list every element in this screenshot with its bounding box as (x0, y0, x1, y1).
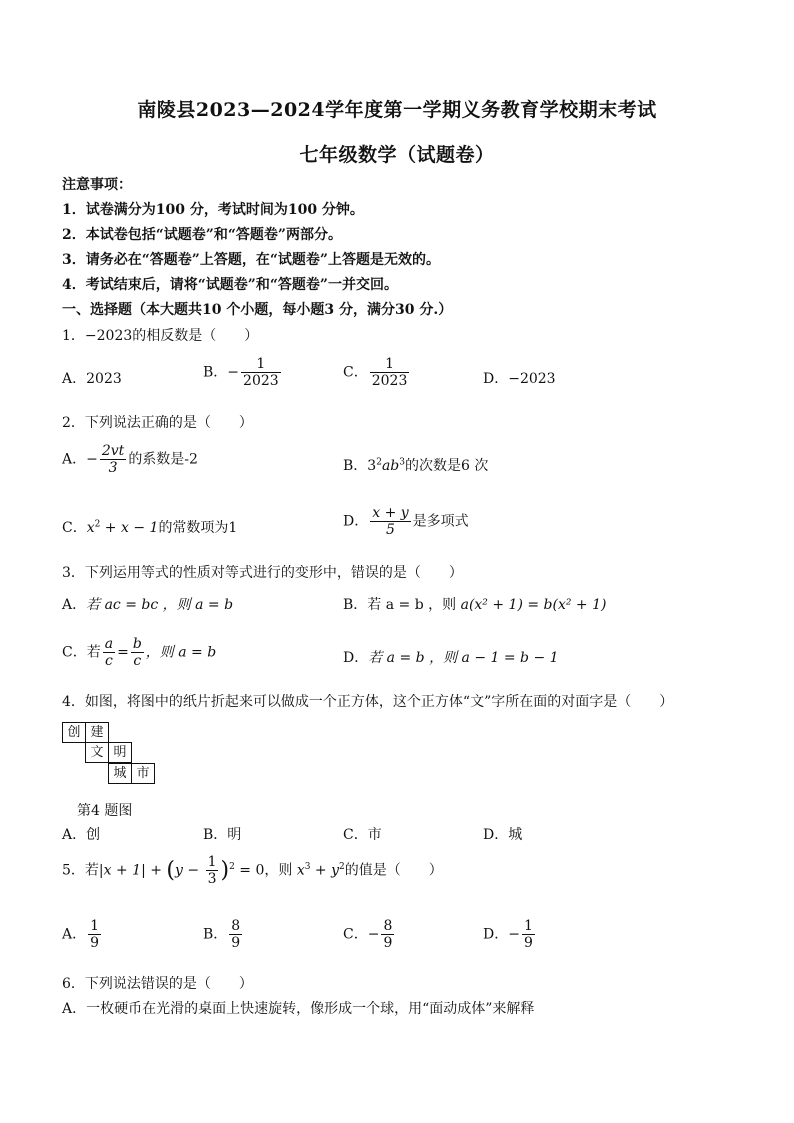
cube-net-cell: 城 (108, 763, 132, 784)
exam-title: 南陵县2023—2024学年度第一学期义务教育学校期末考试 (137, 99, 657, 121)
q5-a-fraction: $\frac{1}{9}$ (90, 918, 100, 951)
q4-option-a: A．创 (62, 827, 101, 843)
q3-option-a: A．若 ac = bc ，则 a = b (62, 597, 234, 613)
q5-option-b: B． $\frac{8}{9}$ (203, 918, 241, 951)
cube-net-cell: 明 (108, 742, 132, 763)
q5-stem: 5．若|x + 1| + (y − $\frac{1}{3}$ )$^2$ = 0，则 $x^3 + y^2$的值是（ ） (62, 854, 443, 887)
q5-d-fraction: $\frac{1}{9}$ (523, 918, 533, 951)
q1-b-fraction: $\frac{1}{2023}$ (243, 356, 279, 389)
q3-stem: 3．下列运用等式的性质对等式进行的变形中，错误的是（ ） (62, 565, 463, 581)
q2-stem: 2．下列说法正确的是（ ） (62, 415, 253, 431)
note-item-2: 2．本试卷包括“试题卷”和“答题卷”两部分。 (62, 227, 342, 243)
q4-option-c: C．市 (343, 827, 382, 843)
q1-option-a: A．2023 (62, 371, 122, 387)
q5-option-c: C．− $\frac{8}{9}$ (343, 918, 393, 951)
q1-option-b: B．− $\frac{1}{2023}$ (203, 356, 279, 389)
q1-option-c: C． $\frac{1}{2023}$ (343, 356, 408, 389)
q4-stem: 4．如图，将图中的纸片折起来可以做成一个正方体，这个正方体“文”字所在面的对面字是（ ） (62, 694, 674, 710)
q3-option-d: D．若 a = b ，则 a − 1 = b − 1 (343, 650, 559, 666)
note-item-4: 4．考试结束后，请将“试题卷”和“答题卷”一并交回。 (62, 277, 398, 293)
q5-option-d: D．− $\frac{1}{9}$ (483, 918, 533, 951)
q2-a-fraction: $\frac{2vt}{3}$ (101, 443, 125, 476)
q3-option-b: B．若 a = b ，则 a(x² + 1) = b(x² + 1) (343, 597, 607, 613)
exam-subtitle: 七年级数学（试题卷） (299, 144, 495, 166)
note-item-1: 1．试卷满分为100 分，考试时间为100 分钟。 (62, 202, 364, 218)
q2-option-c: C．$x^2 + x - 1$的常数项为1 (62, 519, 238, 536)
q4-option-d: D．城 (483, 827, 523, 843)
section-heading: 一、选择题（本大题共10 个小题，每小题3 分，满分30 分.） (62, 302, 453, 318)
q1-stem: 1．−2023的相反数是（ ） (62, 328, 259, 344)
q6-option-a: A．一枚硬币在光滑的桌面上快速旋转，像形成一个球，用“面动成体”来解释 (62, 1001, 535, 1017)
q2-option-a: A．− $\frac{2vt}{3}$ 的系数是-2 (62, 443, 198, 476)
q4-option-b: B．明 (203, 827, 242, 843)
notes-heading: 注意事项： (62, 177, 132, 193)
cube-net-cell: 文 (85, 742, 109, 763)
cube-net-cell: 创 (62, 722, 86, 743)
q5-c-fraction: $\frac{8}{9}$ (383, 918, 393, 951)
cube-net-figure (62, 722, 162, 786)
cube-net-cell: 建 (85, 722, 109, 743)
note-item-3: 3．请务必在“答题卷”上答题，在“试题卷”上答题是无效的。 (62, 252, 440, 268)
q2-d-fraction: $\frac{x + y}{5}$ (372, 505, 409, 538)
q5-option-a: A． $\frac{1}{9}$ (62, 918, 100, 951)
q3-c-fraction-1: $\frac{a}{c}$ (104, 636, 114, 669)
q6-stem: 6．下列说法错误的是（ ） (62, 976, 253, 992)
q3-c-fraction-2: $\frac{b}{c}$ (132, 636, 142, 669)
q5-fraction: $\frac{1}{3}$ (207, 854, 217, 887)
q4-figure-caption: 第4 题图 (77, 803, 133, 819)
q1-c-fraction: $\frac{1}{2023}$ (371, 356, 408, 389)
q2-option-b: B．$3^2ab^3$的次数是6 次 (343, 457, 489, 474)
q2-option-d: D． $\frac{x + y}{5}$ 是多项式 (343, 505, 469, 538)
q3-option-c: C．若 $\frac{a}{c}$ = $\frac{b}{c}$ ，则 a = b (62, 636, 217, 669)
cube-net-cell: 市 (131, 763, 155, 784)
q5-b-fraction: $\frac{8}{9}$ (231, 918, 241, 951)
q1-option-d: D．−2023 (483, 371, 556, 387)
